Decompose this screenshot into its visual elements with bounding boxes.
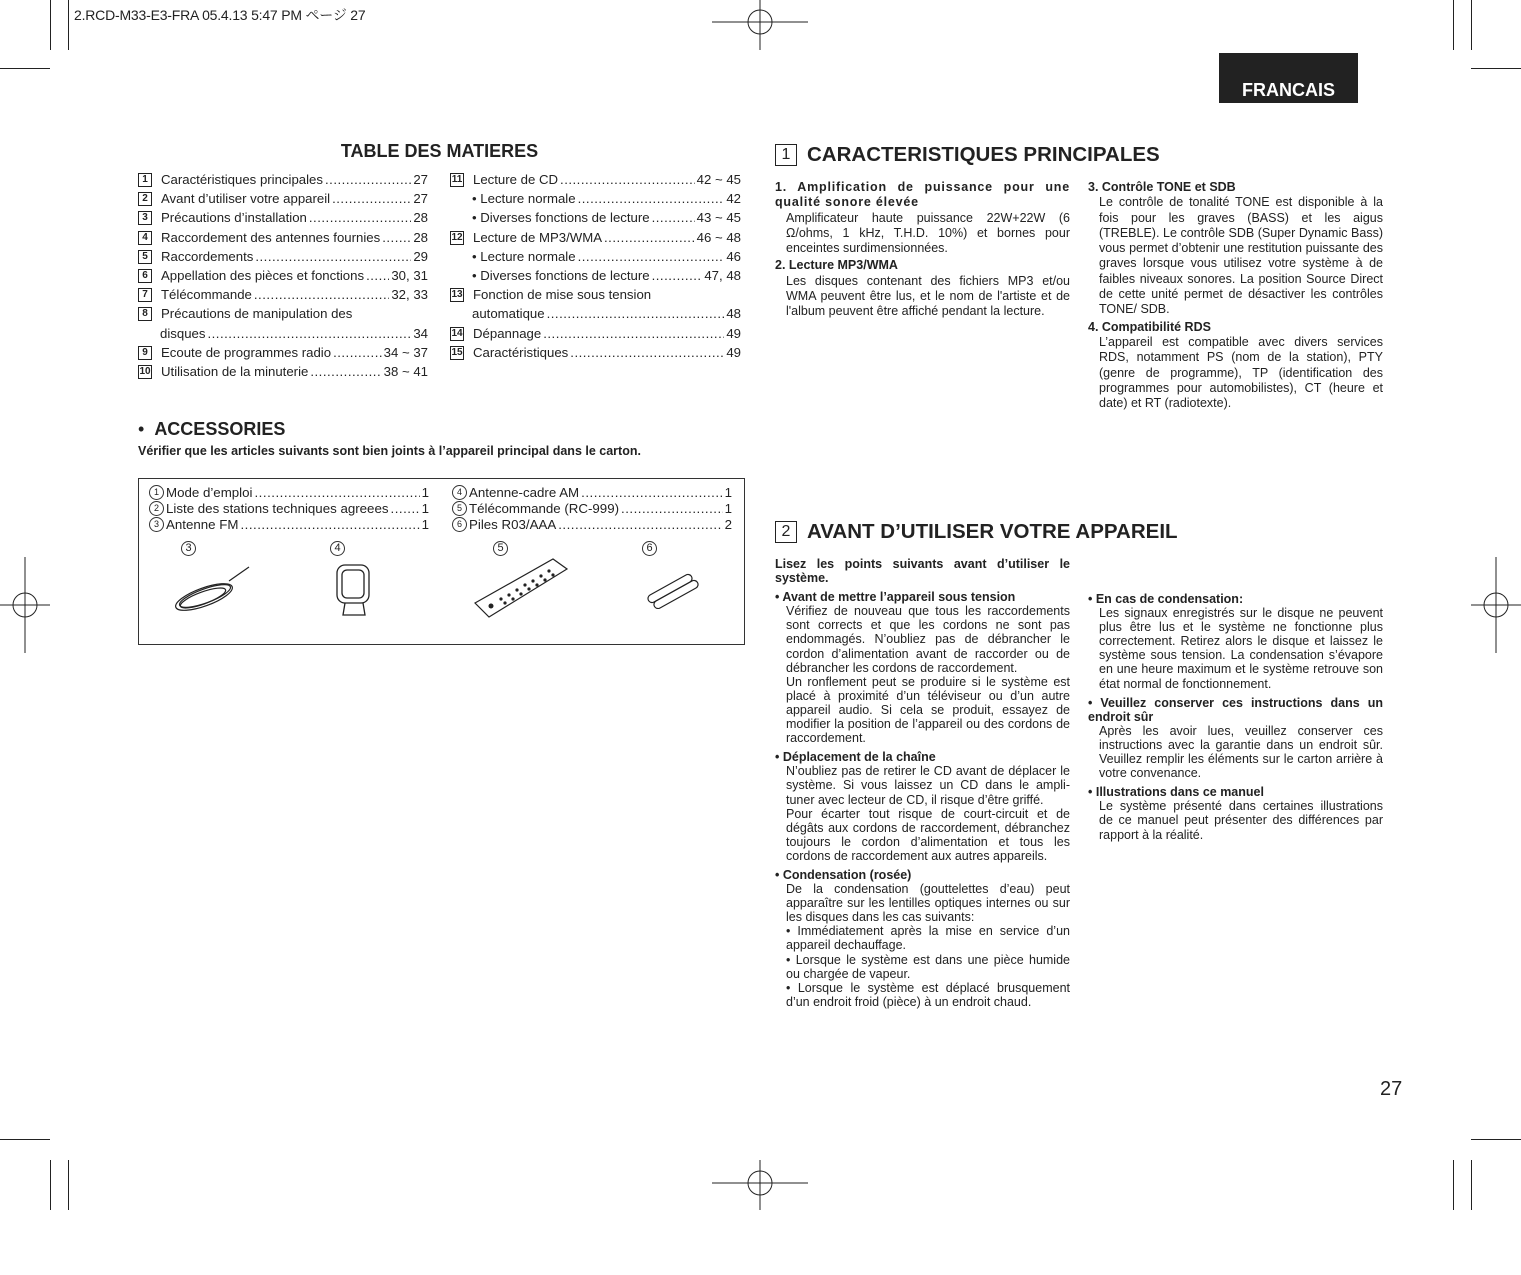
toc-item[interactable]: 1 Caractéristiques principales ..... 27: [138, 170, 428, 189]
language-tab: FRANCAIS: [1219, 53, 1358, 103]
toc-number: 1: [138, 173, 152, 187]
toc-item[interactable]: 11 Lecture de CD ..... 42 ~ 45: [450, 170, 741, 189]
accessories-right-list: [452, 485, 732, 533]
toc-item[interactable]: 9 Ecoute de programmes radio ..... 34 ~ 37: [138, 343, 428, 362]
toc-number: 9: [138, 346, 152, 360]
toc-number: 8: [138, 307, 152, 321]
bullet-heading: • Avant de mettre l’appareil sous tension: [775, 590, 1016, 605]
print-slug: 2.RCD-M33-E3-FRA 05.4.13 5:47 PM ページ 27: [74, 7, 366, 23]
toc-item[interactable]: disques ..... 34: [138, 324, 428, 343]
accessory-item: 1 Mode d’emploi ..... 1: [149, 485, 429, 501]
toc-number: 2: [138, 192, 152, 206]
toc-item[interactable]: 8 Précautions de manipulation des: [138, 304, 428, 323]
feature-text: Le contrôle de tonalité TONE est disponible à la fois pour les graves (BASS) et les aigus (TREBLE). Le contrôle SDB (Super Dynamic Bass) vous permet d’obtenir une restitution puissante des graves lorsque vous utilisez votre système à de faibles niveaux sonores. La position Source Direct de cette unité permet de désactiver les contrôles TONE/ SDB.: [1099, 195, 1383, 317]
accessory-item: 6 Piles R03/AAA ..... 2: [452, 517, 732, 533]
section1-number: 1: [775, 144, 797, 166]
toc-item[interactable]: 15 Caractéristiques ..... 49: [450, 343, 741, 362]
toc-item[interactable]: • Lecture normale ..... 46: [450, 247, 741, 266]
remote-control-icon: [471, 555, 571, 625]
toc-number: 11: [451, 174, 463, 185]
accessory-item: 2 Liste des stations techniques agreees ..... 1: [149, 501, 429, 517]
section2-intro: Lisez les points suivants avant d’utiliser le système.: [775, 557, 1070, 586]
figure-label: 6: [642, 541, 657, 556]
toc-number: 5: [138, 250, 152, 264]
feature-heading: 1. Amplification de puissance pour une qualité sonore élevée: [775, 180, 1070, 210]
toc-item[interactable]: 14 Dépannage ..... 49: [450, 324, 741, 343]
section2-heading: 2 AVANT D’UTILISER VOTRE APPAREIL: [775, 520, 1178, 544]
toc-number: 10: [139, 366, 151, 378]
feature-heading: 3. Contrôle TONE et SDB: [1088, 180, 1236, 194]
figure-label: 4: [330, 541, 345, 556]
bullet-heading: • En cas de condensation:: [1088, 592, 1244, 606]
section1-heading: 1 CARACTERISTIQUES PRINCIPALES: [775, 143, 1160, 167]
toc-number: 4: [138, 231, 152, 245]
toc-left-column: [138, 170, 428, 381]
toc-item[interactable]: 5 Raccordements ..... 29: [138, 247, 428, 266]
section2-number: 2: [775, 521, 797, 543]
toc-item[interactable]: 2 Avant d’utiliser votre appareil ..... 27: [138, 189, 428, 208]
toc-number: 14: [451, 327, 463, 339]
accessories-note: Vérifier que les articles suivants sont bien joints à l’appareil principal dans le carton.: [138, 444, 641, 458]
toc-number: 7: [138, 288, 152, 302]
page-number: 27: [1380, 1078, 1403, 1100]
accessory-item: 5 Télécommande (RC-999) ..... 1: [452, 501, 732, 517]
toc-item[interactable]: 3 Précautions d’installation ..... 28: [138, 208, 428, 227]
toc-item[interactable]: • Diverses fonctions de lecture ..... 47, 48: [450, 266, 741, 285]
toc-item[interactable]: 12 Lecture de MP3/WMA ..... 46 ~ 48: [450, 228, 741, 247]
am-loop-antenna-icon: [329, 559, 379, 621]
feature-text: Amplificateur haute puissance 22W+22W (6 Ω/ohms, 1 kHz, T.H.D. 10%) et bornes pour enceintes surdimensionnées.: [786, 210, 1070, 256]
toc-item[interactable]: • Diverses fonctions de lecture ..... 43 ~ 45: [450, 208, 741, 227]
figure-label: 5: [493, 541, 508, 556]
toc-number: 13: [451, 289, 463, 301]
toc-item[interactable]: 6 Appellation des pièces et fonctions ..... 30, 31: [138, 266, 428, 285]
batteries-icon: [644, 569, 704, 609]
feature-text: L’appareil est compatible avec divers services RDS, notamment PS (nom de la station), PTY (genre de programme), TP (identification des programmes pour automobilistes), CT (heure et date) et RT (radiotexte).: [1099, 334, 1383, 411]
bullet-heading: • Illustrations dans ce manuel: [1088, 785, 1264, 800]
toc-item[interactable]: 4 Raccordement des antennes fournies ..... 28: [138, 228, 428, 247]
toc-item[interactable]: 13 Fonction de mise sous tension: [451, 287, 652, 303]
accessory-item: 3 Antenne FM ..... 1: [149, 517, 429, 533]
accessories-title: • ACCESSORIES: [138, 419, 286, 439]
bullet-heading: • Condensation (rosée): [775, 867, 912, 882]
section1-col2: [1088, 180, 1383, 411]
feature-text: Les disques contenant des fichiers MP3 et/ou WMA peuvent être lus, et le nom de l'artiste et de l'album peuvent être affiché pendant la lecture.: [786, 273, 1070, 319]
bullet-heading: • Déplacement de la chaîne: [775, 750, 936, 765]
toc-number: 6: [138, 269, 152, 283]
toc-item[interactable]: 10 Utilisation de la minuterie ..... 38 ~ 41: [138, 362, 428, 381]
toc-number: 15: [451, 346, 463, 358]
toc-number: 3: [138, 211, 152, 225]
toc-item[interactable]: • Lecture normale ..... 42: [450, 189, 741, 208]
feature-heading: 4. Compatibilité RDS: [1088, 319, 1211, 334]
accessory-item: 4 Antenne-cadre AM ..... 1: [452, 485, 732, 501]
feature-heading: 2. Lecture MP3/WMA: [775, 258, 898, 273]
toc-item[interactable]: 7 Télécommande ..... 32, 33: [138, 285, 428, 304]
accessories-left-list: [149, 485, 429, 533]
fm-antenna-icon: [169, 559, 259, 619]
bullet-heading: • Veuillez conserver ces instructions dans un endroit sûr: [1088, 695, 1383, 724]
section2-col2: • En cas de condensation: Les signaux enregistrés sur le disque ne peuvent plus être lus et le système ne fonctionne plus correctement. Retirez alors le disque et laissez le système sous tension. La condensation s’évapore en une heure maximum et le système retrouve son état normal de fonctionnement. • Veuillez conserver ces instructions dans un endroit sûr Après les avoir lues, veuillez conserver ces instructions avec la garantie dans un endroit sûr. Veuillez remplir les éléments sur le carton arrière à votre convenance. • Illustrations dans ce manuel Le système présenté dans certaines illustrations de ce manuel peut présenter des différences par rapport à la réalité.: [1088, 592, 1383, 842]
toc-number: 12: [451, 231, 463, 243]
section1-col1: [775, 180, 1070, 320]
toc-item[interactable]: automatique ..... 48: [450, 304, 741, 323]
figure-label: 3: [181, 541, 196, 556]
toc-right-column: [450, 170, 741, 362]
accessories-box: [138, 478, 745, 645]
section2-col1: Lisez les points suivants avant d’utiliser le système. • Avant de mettre l’appareil sous tension Vérifiez de nouveau que tous les raccordements sont corrects et que les cordons ne sont pas endommagés. N’oubliez pas de débrancher le cordon d’alimentation avant de raccorder ou de débrancher les cordons de raccordement. Un ronflement peut se produire si le système est placé à proximité d’un téléviseur ou d’un autre appareil audio. Si cela se produit, essayez de modifier la position de l’appareil ou des cordons de raccordement. • Déplacement de la chaîne N’oubliez pas de retirer le CD avant de déplacer le système. Si vous laissez un CD dans le ampli-tuner avec lecteur de CD, il risque d’être griffé. Pour écarter tout risque de court-circuit et de dégâts aux cordons de raccordement, débranchez toujours le cordon d’alimentation et tous les cordons de raccordement aux autres appareils. • Condensation (rosée) De la condensation (gouttelettes d’eau) peut apparaître sur les lentilles optiques internes ou sur les disques dans les cas suivants: • Immédiatement après la mise en service d’un appareil dechauffage. • Lorsque le système est dans une pièce humide ou chargée de vapeur. • Lorsque le système est déplacé brusquement d’un endroit froid (pièce) à un endroit chaud.: [775, 557, 1070, 1009]
toc-title: TABLE DES MATIERES: [340, 141, 539, 161]
